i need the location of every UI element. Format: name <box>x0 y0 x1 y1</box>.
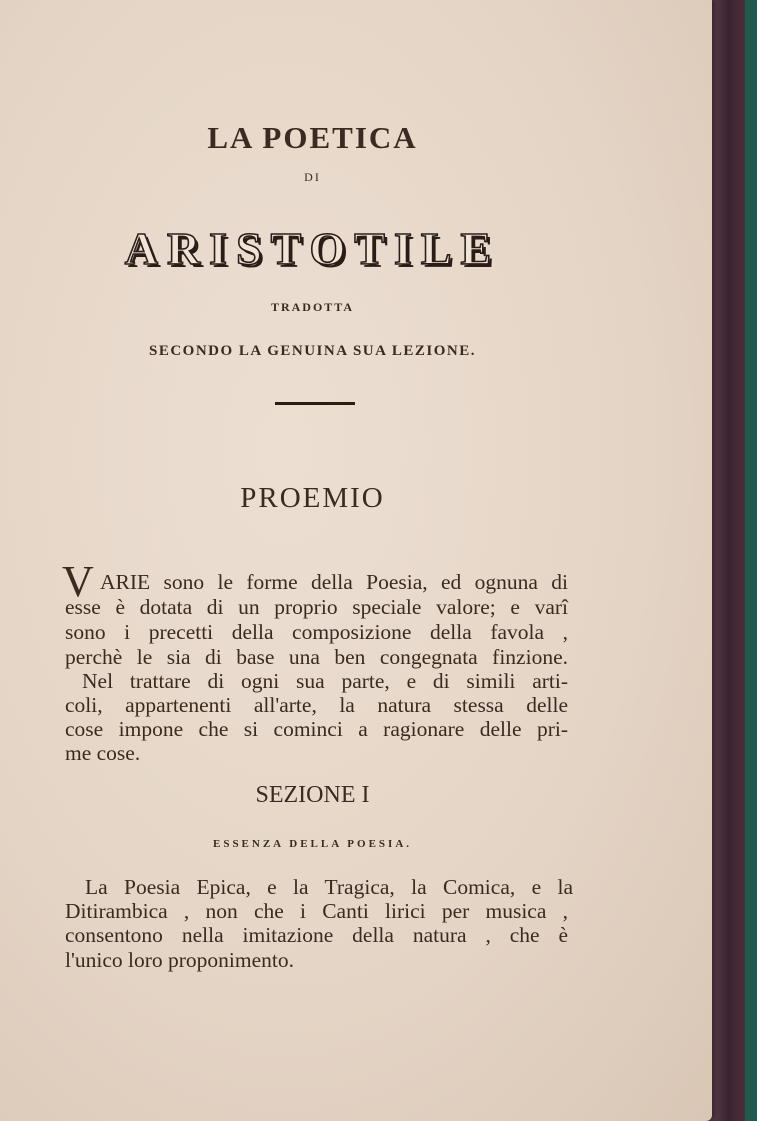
section-subheading: ESSENZA DELLA POESIA. <box>212 838 413 850</box>
subtitle-lezione: SECONDO LA GENUINA SUA LEZIONE. <box>149 343 476 359</box>
section-heading-proemio: PROEMIO <box>240 482 385 514</box>
text-line: l'unico loro proponimento. <box>65 948 294 972</box>
text-line: Nel trattare di ogni sua parte, e di simili arti- <box>82 669 568 693</box>
text-line: ARIE sono le forme della Poesia, ed ognuna di <box>100 570 568 594</box>
text-line: coli, appartenenti all'arte, la natura stessa delle <box>65 693 568 717</box>
text-line: cose impone che si cominci a ragionare delle pri- <box>65 717 568 741</box>
drop-cap: V <box>62 557 94 606</box>
text-line: perchè le sia di base una ben congegnata finzione. <box>65 645 568 669</box>
text-line: La Poesia Epica, e la Tragica, la Comica, e la <box>85 875 573 899</box>
author-name: ARISTOTILE <box>124 223 501 274</box>
text-line: esse è dotata di un proprio speciale valore; e varî <box>65 595 568 619</box>
text-line: consentono nella imitazione della natura , che è <box>65 923 568 947</box>
subtitle-tradotta: TRADOTTA <box>270 300 355 314</box>
text-line: Ditirambica , non che i Canti lirici per musica , <box>65 899 568 923</box>
text-line: me cose. <box>65 741 141 765</box>
divider-rule <box>275 402 355 405</box>
title-di: DI <box>304 170 321 184</box>
title-line: LA POETICA <box>207 120 418 155</box>
section-heading-sezione: SEZIONE I <box>255 782 370 808</box>
text-line: sono i precetti della composizione della favola , <box>65 620 568 644</box>
